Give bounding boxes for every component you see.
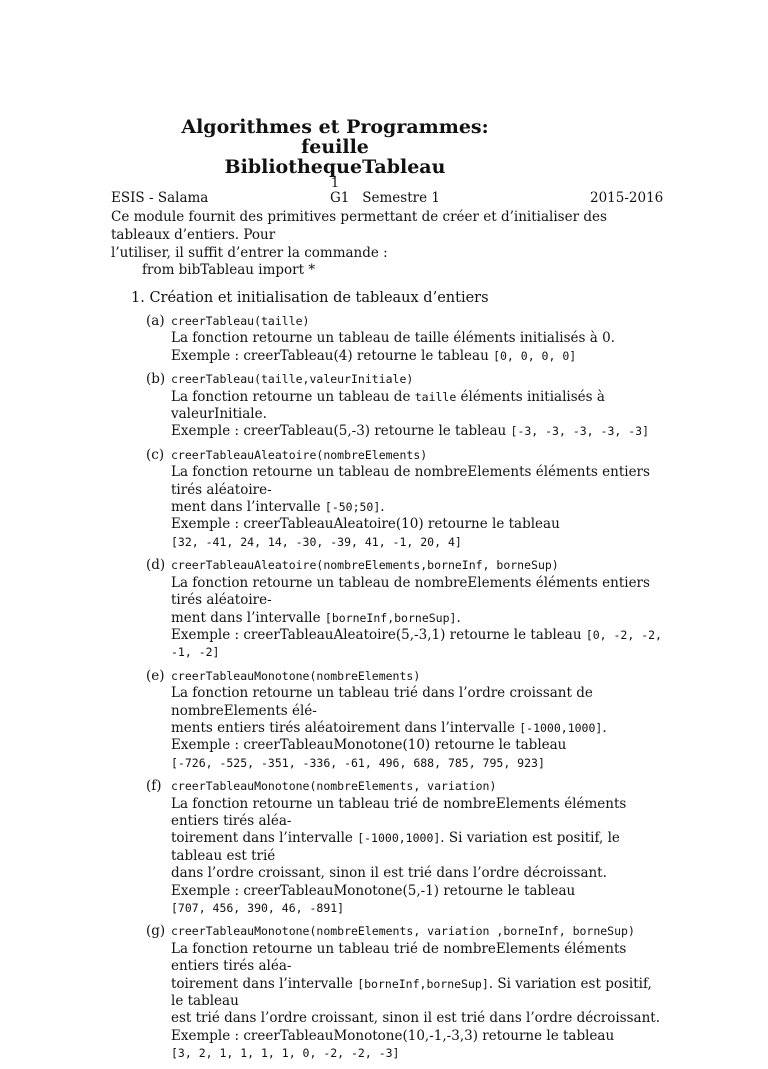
description-line: La fonction retourne un tableau de nombreElements éléments entiers tirés aléatoire- — [171, 464, 650, 498]
title-line-2: BibliothequeTableau — [224, 156, 446, 178]
title-line-1: Algorithmes et Programmes: feuille — [181, 116, 489, 158]
function-signature: creerTableau(taille,valeurInitiale) — [171, 372, 414, 387]
description-line — [171, 389, 666, 424]
description-line: La fonction retourne un tableau trié de nombreElements éléments entiers tirés aléa- — [171, 795, 627, 829]
description-line — [171, 610, 666, 627]
item-label: (g) — [146, 923, 166, 940]
import-command: from bibTableau import * — [142, 262, 316, 278]
intro-paragraph — [111, 208, 659, 262]
section-heading — [131, 290, 489, 306]
description-line — [171, 830, 666, 865]
example-result: [-726, -525, -351, -336, -61, 496, 688, 785, 795, 923] — [171, 755, 545, 770]
example-result: [0, 0, 0, 0] — [493, 348, 577, 363]
example-line: Exemple : creerTableauMonotone(10,-1,-3,3) retourne le tableau — [171, 1027, 615, 1044]
description-line: est trié dans l’ordre croissant, sinon il est trié dans l’ordre décroissant. — [171, 1010, 661, 1027]
item-label: (d) — [146, 557, 166, 574]
description-line: La fonction retourne un tableau trié de nombreElements éléments entiers tirés aléa- — [171, 940, 627, 975]
example-text: Exemple : creerTableauAleatoire(5,-3,1) retourne le tableau — [171, 626, 586, 643]
list-item-a — [146, 313, 666, 365]
text: . — [456, 609, 461, 626]
inline-code: [-50;50] — [324, 500, 381, 515]
example-result: [3, 2, 1, 1, 1, 1, 0, -2, -2, -3] — [171, 1046, 400, 1061]
function-signature: creerTableauAleatoire(nombreElements) — [171, 447, 428, 462]
list-item-b — [146, 371, 666, 441]
list-item-d — [146, 557, 666, 661]
description-line: La fonction retourne un tableau de nombreElements éléments entiers tirés aléatoire- — [171, 574, 650, 609]
intro-line-2: l’utiliser, il suffit d’entrer la commande : — [111, 245, 388, 261]
text: . — [602, 719, 607, 736]
example-line — [171, 627, 666, 662]
description-line — [171, 720, 666, 737]
inline-code: [-1000,1000] — [519, 720, 603, 735]
example-line: Exemple : creerTableauMonotone(5,-1) retourne le tableau — [171, 882, 576, 899]
example-line: Exemple : creerTableauAleatoire(10) retourne le tableau — [171, 516, 560, 533]
description-line — [171, 499, 666, 516]
example-text: Exemple : creerTableau(4) retourne le tableau — [171, 347, 494, 364]
list-item-e — [146, 668, 666, 772]
text: ment dans l’intervalle — [171, 499, 325, 516]
function-list — [146, 313, 666, 1069]
example-line: Exemple : creerTableauMonotone(10) retourne le tableau — [171, 737, 567, 754]
intro-line-1: Ce module fournit des primitives permettant de créer et d’initialiser des tableaux d’entiers. Pour — [111, 209, 607, 243]
function-signature: creerTableauAleatoire(nombreElements,borneInf, borneSup) — [171, 558, 559, 573]
section-title: Création et initialisation de tableaux d’entiers — [149, 290, 489, 306]
list-item-g — [146, 923, 666, 1062]
description-line: dans l’ordre croissant, sinon il est trié dans l’ordre décroissant. — [171, 865, 607, 882]
text: . Si variation est positif, le tableau — [171, 975, 652, 1010]
description-line — [171, 976, 666, 1011]
inline-code: [-1000,1000] — [357, 831, 441, 846]
function-signature: creerTableauMonotone(nombreElements, variation ,borneInf, borneSup) — [171, 924, 635, 939]
text: éléments initialisés à valeurInitiale. — [171, 388, 605, 423]
text: ment dans l’intervalle — [171, 609, 325, 626]
example-text: Exemple : creerTableau(5,-3) retourne le tableau — [171, 423, 511, 440]
example-result: [32, -41, 24, 14, -30, -39, 41, -1, 20, 4] — [171, 534, 462, 549]
item-label: (f) — [146, 778, 162, 795]
text: toirement dans l’intervalle — [171, 830, 358, 847]
description-line: La fonction retourne un tableau de taille éléments initialisés à 0. — [171, 330, 615, 347]
header-group-semester: G1 Semestre 1 — [330, 190, 440, 206]
text: La fonction retourne un tableau de — [171, 388, 415, 405]
function-signature: creerTableauMonotone(nombreElements, variation) — [171, 779, 497, 794]
example-line — [171, 348, 666, 365]
item-label: (a) — [146, 313, 165, 329]
text: . Si variation est positif, le tableau est trié — [171, 830, 620, 864]
function-signature: creerTableau(taille) — [171, 314, 310, 328]
text: . — [380, 499, 385, 516]
example-line — [171, 423, 666, 440]
description-line: La fonction retourne un tableau trié dans l’ordre croissant de nombreElements élé- — [171, 685, 593, 719]
title-footnote-mark: 1 — [330, 176, 340, 191]
header-school: ESIS - Salama — [111, 190, 209, 206]
example-result: [-3, -3, -3, -3, -3] — [510, 424, 649, 439]
inline-code: [borneInf,borneSup] — [324, 610, 457, 625]
section-number: 1. — [131, 290, 145, 306]
list-item-f — [146, 778, 666, 917]
function-signature: creerTableauMonotone(nombreElements) — [171, 668, 421, 683]
text: toirement dans l’intervalle — [171, 975, 358, 992]
item-label: (e) — [146, 667, 165, 684]
inline-code: [borneInf,borneSup] — [357, 976, 489, 991]
inline-code: taille — [414, 389, 457, 404]
example-result: [707, 456, 390, 46, -891] — [171, 901, 345, 915]
text: ments entiers tirés aléatoirement dans l’intervalle — [171, 719, 520, 736]
item-label: (b) — [146, 371, 166, 388]
example-result: [0, -2, -2, -1, -2] — [171, 627, 662, 660]
document-title — [160, 117, 510, 191]
header-year: 2015-2016 — [590, 190, 664, 206]
list-item-c — [146, 447, 666, 551]
item-label: (c) — [146, 446, 165, 463]
